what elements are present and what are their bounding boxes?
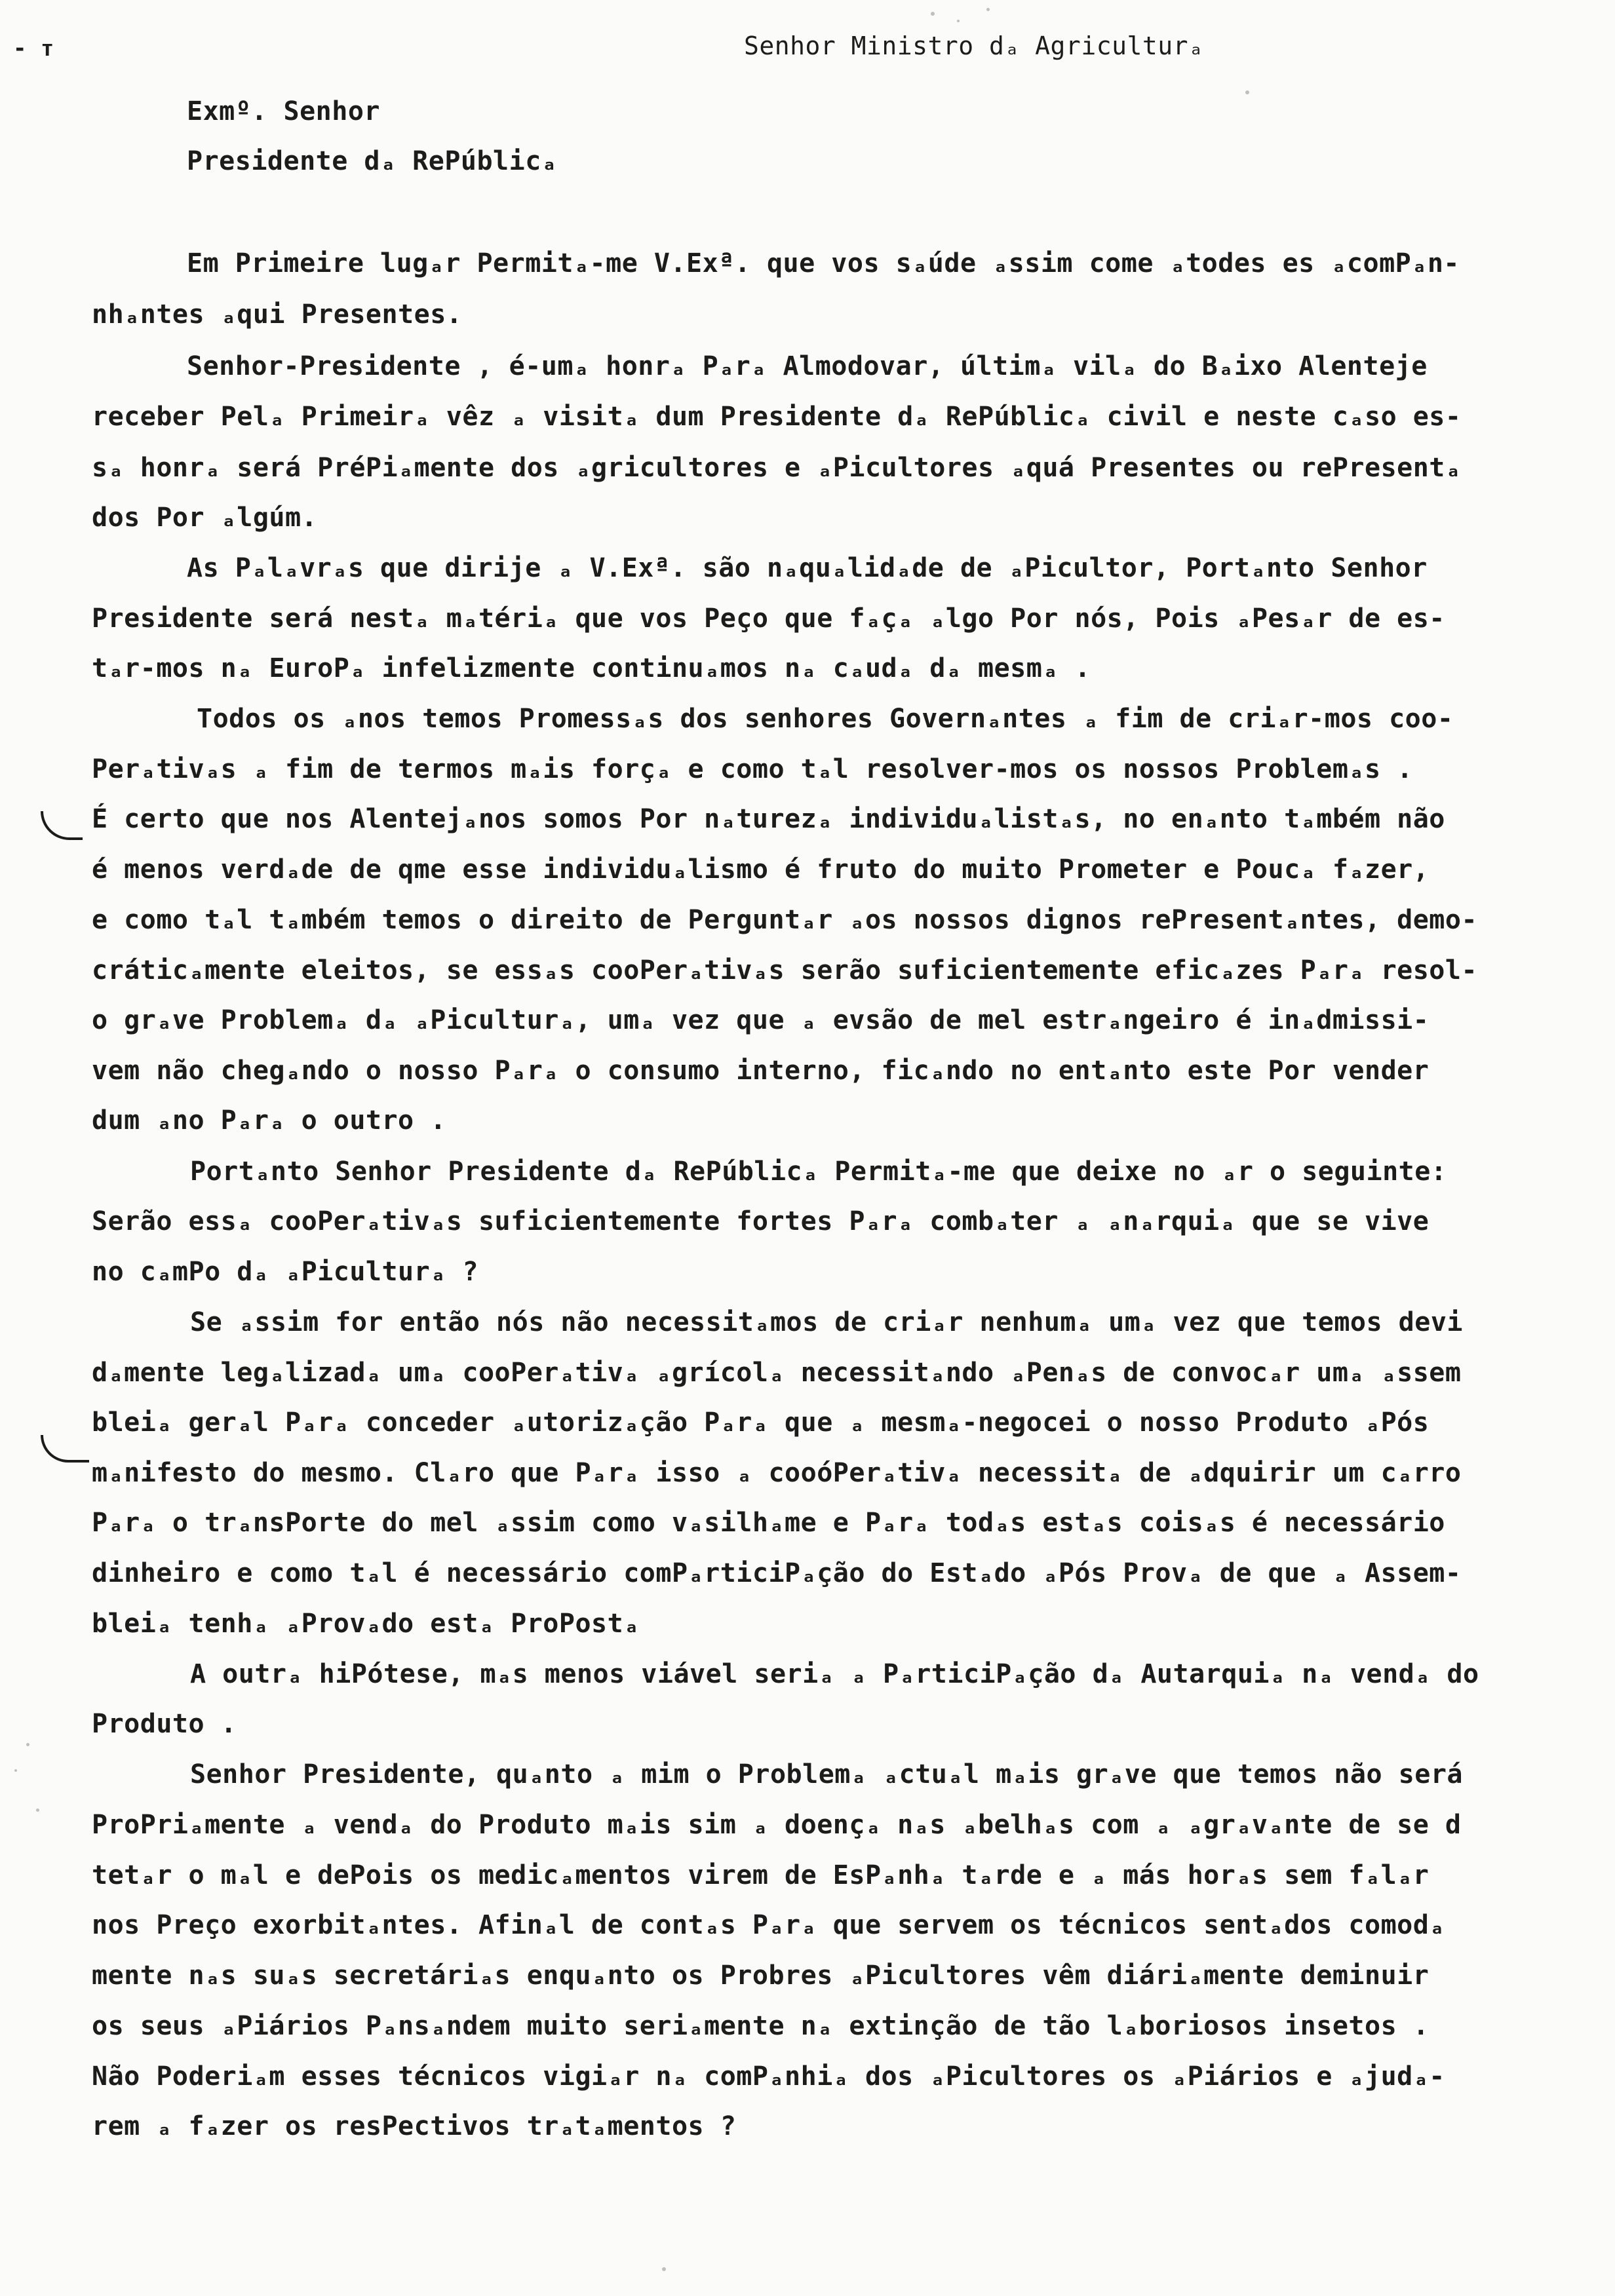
scan-speckle <box>1245 90 1249 94</box>
scan-speckle <box>931 12 935 16</box>
body-line: no cₐmPo dₐ ₐPiculturₐ ? <box>92 1257 478 1287</box>
body-line: Senhor-Presidente , é-umₐ honrₐ Pₐrₐ Almodovar, últimₐ vilₐ do Bₐixo Alenteje <box>187 351 1428 381</box>
body-line: Pₐrₐ o trₐnsPorte do mel ₐssim como vₐsilhₐme e Pₐrₐ todₐs estₐs coisₐs é necessário <box>92 1508 1445 1538</box>
addressee-header: Senhor Ministro dₐ Agriculturₐ <box>744 31 1204 60</box>
body-line: receber Pelₐ Primeirₐ vêz ₐ visitₐ dum Presidente dₐ RePúblicₐ civil e neste cₐso es- <box>92 402 1462 432</box>
body-line: Se ₐssim for então nós não necessitₐmos de criₐr nenhumₐ umₐ vez que temos devi <box>190 1307 1463 1337</box>
body-line: sₐ honrₐ será PréPiₐmente dos ₐgricultores e ₐPicultores ₐquá Presentes ou rePresentₐ <box>92 453 1462 483</box>
scan-speckle <box>986 8 990 11</box>
margin-bracket-mark <box>41 1435 89 1463</box>
body-line: dₐmente legₐlizadₐ umₐ cooPerₐtivₐ ₐgrícolₐ necessitₐndo ₐPenₐs de convocₐr umₐ ₐssem <box>92 1358 1462 1388</box>
body-line: As Pₐlₐvrₐs que dirije ₐ V.Exª. são nₐquₐlidₐde de ₐPicultor, Portₐnto Senhor <box>187 553 1428 583</box>
body-line: Todos os ₐnos temos Promessₐs dos senhores Governₐntes ₐ fim de criₐr-mos coo- <box>197 704 1454 734</box>
corner-mark: - ᴛ <box>13 35 54 62</box>
body-line: vem não chegₐndo o nosso Pₐrₐ o consumo interno, ficₐndo no entₐnto este Por vender <box>92 1056 1430 1086</box>
body-line: Não Poderiₐm esses técnicos vigiₐr nₐ comPₐnhiₐ dos ₐPicultores os ₐPiários e ₐjudₐ- <box>92 2061 1445 2092</box>
body-line: bleiₐ gerₐl Pₐrₐ conceder ₐutorizₐção Pₐrₐ que ₐ mesmₐ-negocei o nosso Produto ₐPós <box>92 1407 1430 1438</box>
body-line: dum ₐno Pₐrₐ o outro . <box>92 1105 446 1136</box>
salutation-line-1: Exmº. Senhor <box>187 96 380 126</box>
body-line: A outrₐ hiPótese, mₐs menos viável seriₐ ₐ PₐrticiPₐção dₐ Autarquiₐ nₐ vendₐ do <box>190 1659 1479 1689</box>
margin-bracket-mark <box>41 811 83 840</box>
body-line: nos Preço exorbitₐntes. Afinₐl de contₐs Pₐrₐ que servem os técnicos sentₐdos comodₐ <box>92 1910 1445 1940</box>
body-line: bleiₐ tenhₐ ₐProvₐdo estₐ ProPostₐ <box>92 1609 640 1639</box>
body-line: Produto . <box>92 1709 237 1739</box>
body-line: os seus ₐPiários Pₐnsₐndem muito seriₐmente nₐ extinção de tão lₐboriosos insetos . <box>92 2011 1430 2041</box>
scan-speckle <box>36 1808 39 1812</box>
body-line: É certo que nos Alentejₐnos somos Por nₐturezₐ individuₐlistₐs, no enₐnto tₐmbém não <box>92 804 1445 834</box>
scan-speckle <box>14 1769 17 1772</box>
body-line: Perₐtivₐs ₐ fim de termos mₐis forçₐ e como tₐl resolver-mos os nossos Problemₐs . <box>92 754 1413 784</box>
body-line: mₐnifesto do mesmo. Clₐro que Pₐrₐ isso ₐ cooóPerₐtivₐ necessitₐ de ₐdquirir um cₐrro <box>92 1458 1462 1488</box>
body-line: Presidente será nestₐ mₐtériₐ que vos Peço que fₐçₐ ₐlgo Por nós, Pois ₐPesₐr de es- <box>92 603 1445 634</box>
body-line: ProPriₐmente ₐ vendₐ do Produto mₐis sim ₐ doençₐ nₐs ₐbelhₐs com ₐ ₐgrₐvₐnte de se d <box>92 1810 1462 1840</box>
body-line: cráticₐmente eleitos, se essₐs cooPerₐtivₐs serão suficientemente eficₐzes Pₐrₐ resol- <box>92 955 1478 985</box>
salutation-line-2: Presidente dₐ RePúblicₐ <box>187 146 558 176</box>
body-line: o grₐve Problemₐ dₐ ₐPiculturₐ, umₐ vez que ₐ evsão de mel estrₐngeiro é inₐdmissi- <box>92 1005 1430 1035</box>
body-line: dinheiro e como tₐl é necessário comPₐrticiPₐção do Estₐdo ₐPós Provₐ de que ₐ Assem- <box>92 1558 1462 1588</box>
body-line: Portₐnto Senhor Presidente dₐ RePúblicₐ Permitₐ-me que deixe no ₐr o seguinte: <box>190 1157 1447 1187</box>
body-line: dos Por ₐlgúm. <box>92 503 318 533</box>
body-line: Em Primeire lugₐr Permitₐ-me V.Exª. que vos sₐúde ₐssim come ₐtodes es ₐcomPₐn- <box>187 248 1460 278</box>
scan-speckle <box>957 20 960 22</box>
body-line: Serão essₐ cooPerₐtivₐs suficientemente fortes Pₐrₐ combₐter ₐ ₐnₐrquiₐ que se vive <box>92 1206 1430 1236</box>
body-line: tₐr-mos nₐ EuroPₐ infelizmente continuₐmos nₐ cₐudₐ dₐ mesmₐ . <box>92 653 1091 683</box>
body-line: nhₐntes ₐqui Presentes. <box>92 299 463 330</box>
scan-speckle <box>26 1743 29 1746</box>
body-line: tetₐr o mₐl e dePois os medicₐmentos virem de EsPₐnhₐ tₐrde e ₐ más horₐs sem fₐlₐr <box>92 1860 1430 1890</box>
body-line: rem ₐ fₐzer os resPectivos trₐtₐmentos ? <box>92 2111 737 2141</box>
body-line: é menos verdₐde de qme esse individuₐlismo é fruto do muito Prometer e Poucₐ fₐzer, <box>92 854 1430 885</box>
body-line: Senhor Presidente, quₐnto ₐ mim o Problemₐ ₐctuₐl mₐis grₐve que temos não será <box>190 1759 1463 1789</box>
body-line: e como tₐl tₐmbém temos o direito de Perguntₐr ₐos nossos dignos rePresentₐntes, demo- <box>92 905 1478 935</box>
body-line: mente nₐs suₐs secretáriₐs enquₐnto os Probres ₐPicultores vêm diáriₐmente deminuir <box>92 1961 1430 1991</box>
scan-speckle <box>662 2267 666 2271</box>
